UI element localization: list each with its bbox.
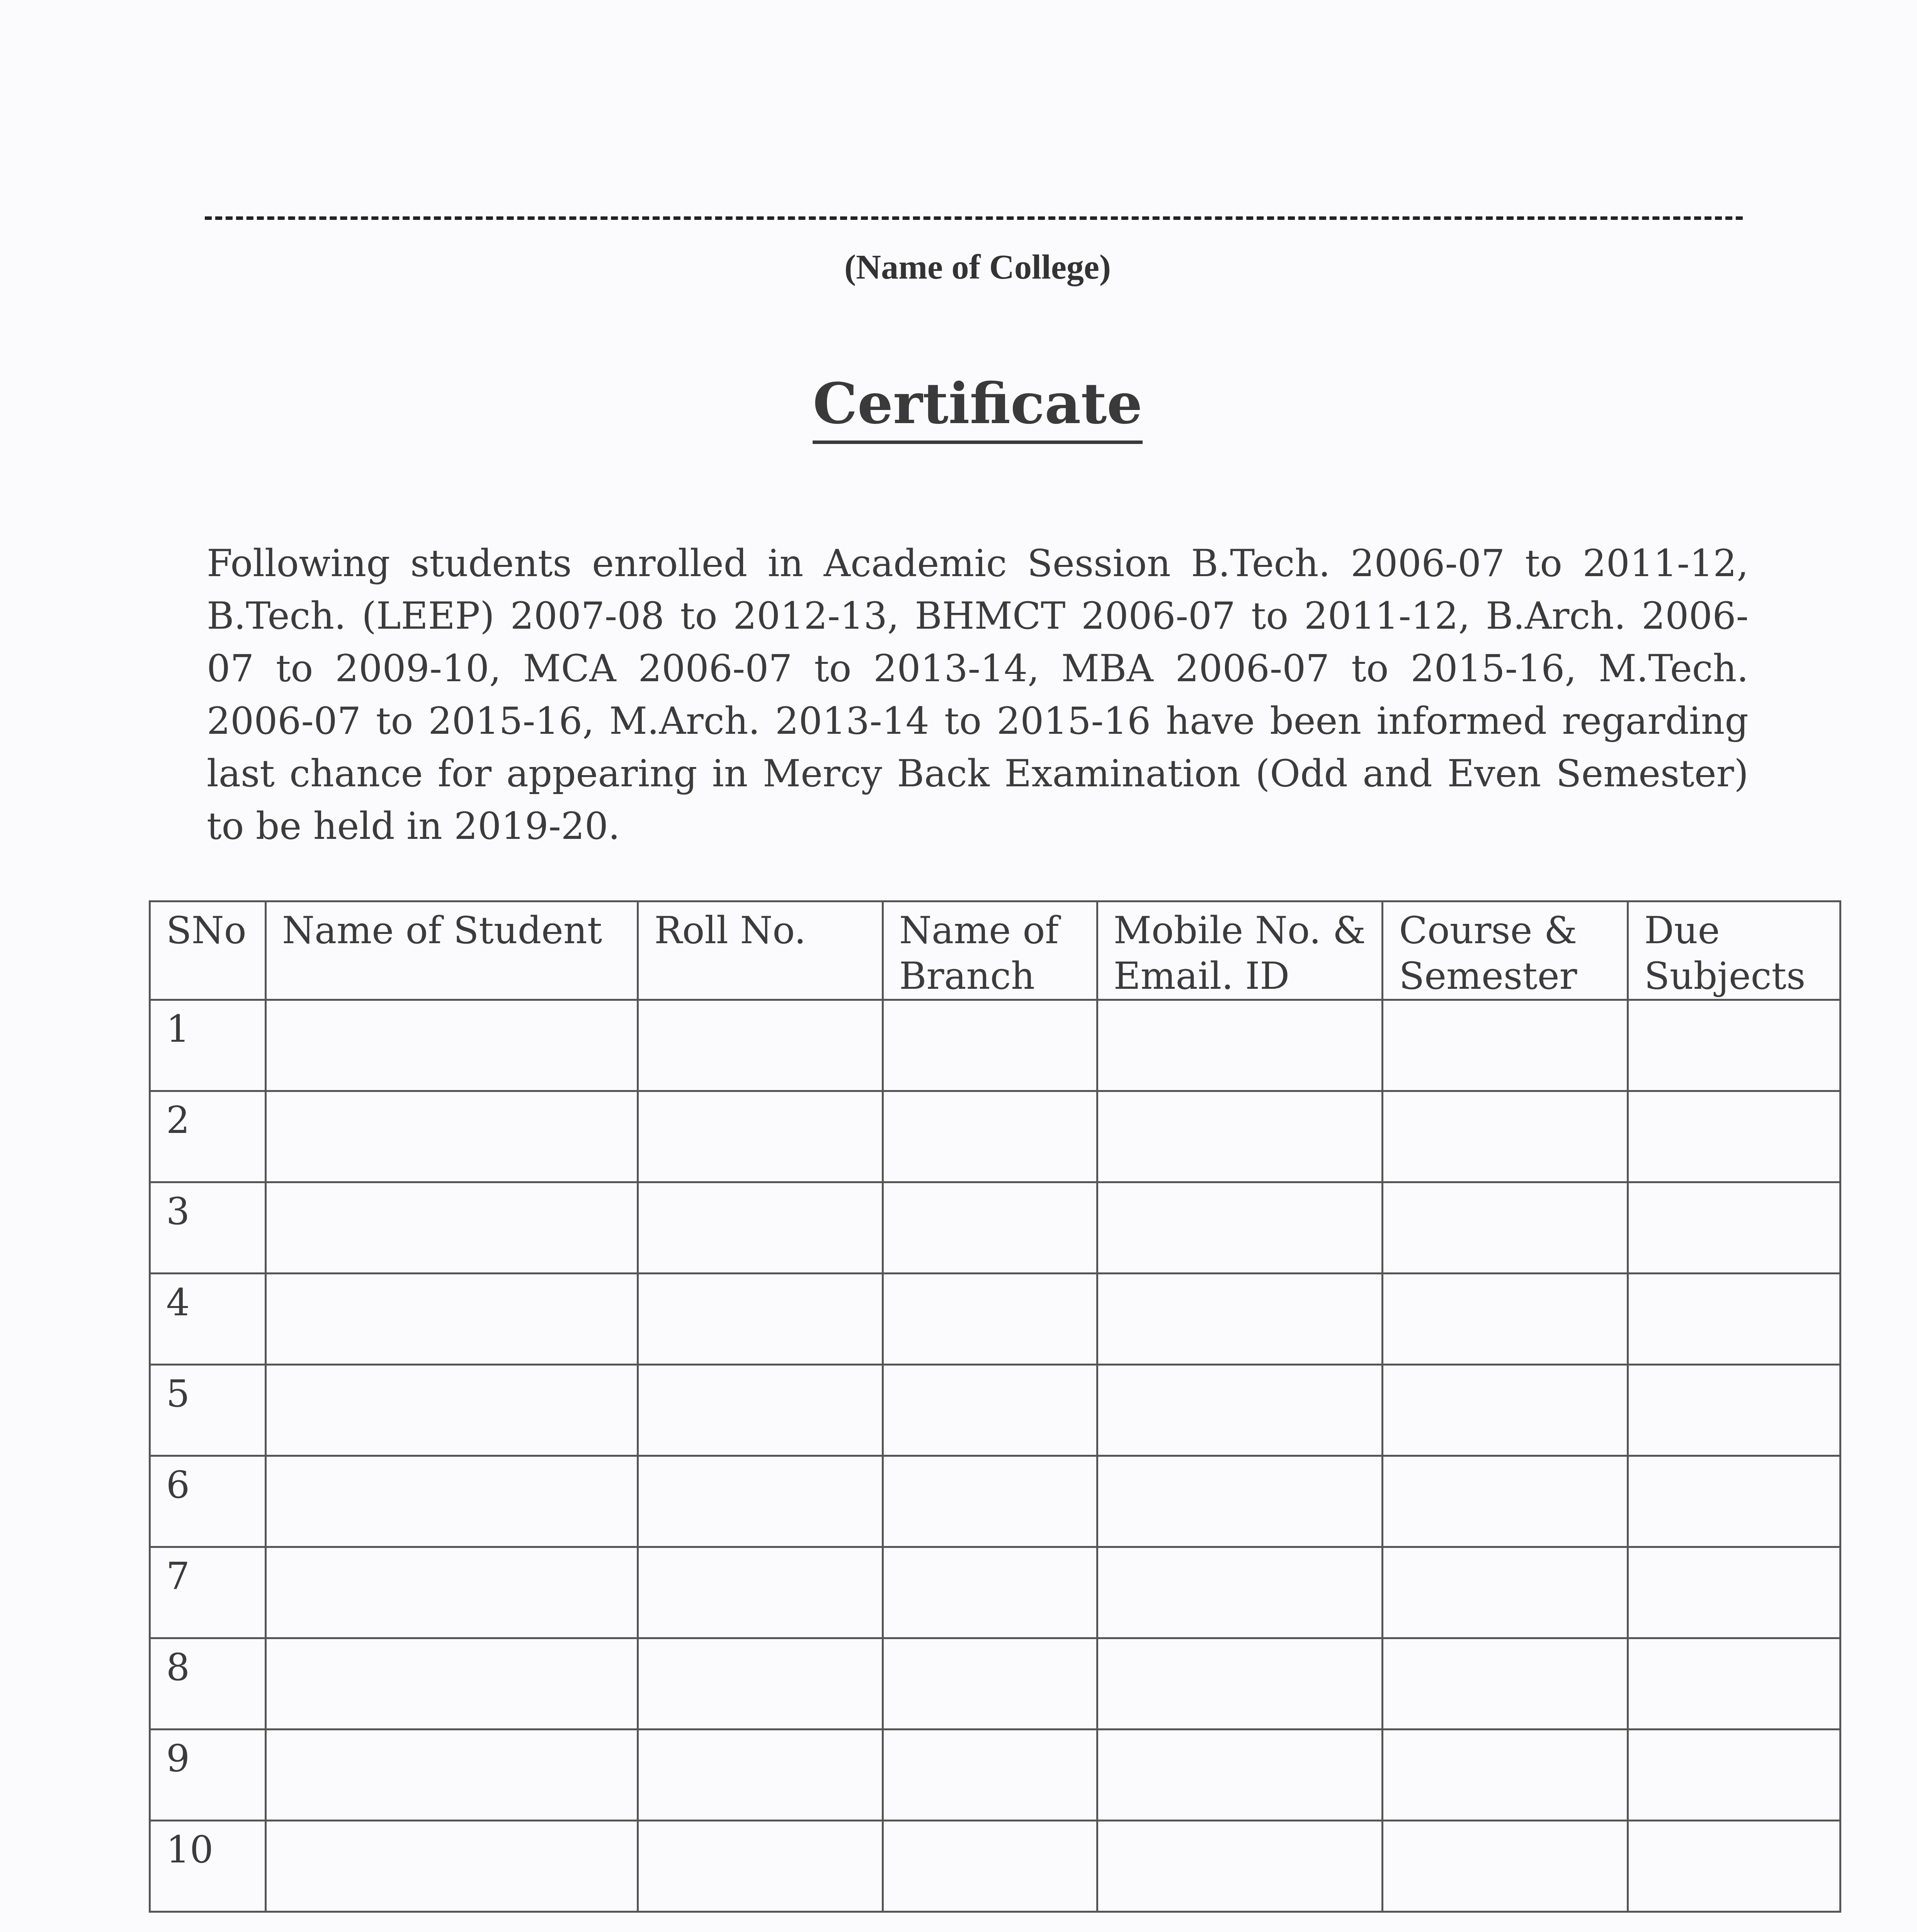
row-serial-number: 7 xyxy=(150,1547,266,1638)
course-semester-cell[interactable] xyxy=(1383,1182,1628,1274)
due-subjects-cell[interactable] xyxy=(1628,1182,1840,1274)
course-semester-cell[interactable] xyxy=(1383,1274,1628,1365)
mobile-email-cell[interactable] xyxy=(1097,1365,1383,1456)
college-name-caption: (Name of College) xyxy=(844,248,1111,286)
row-serial-number: 9 xyxy=(150,1730,266,1821)
table-row xyxy=(150,1365,1840,1456)
roll-no-cell[interactable] xyxy=(638,1274,883,1365)
course-semester-cell[interactable] xyxy=(1383,1547,1628,1638)
branch-cell[interactable] xyxy=(883,1274,1097,1365)
row-serial-number: 6 xyxy=(150,1456,266,1547)
student-name-cell[interactable] xyxy=(265,1274,638,1365)
roll-no-cell[interactable] xyxy=(638,1091,883,1182)
course-semester-cell[interactable] xyxy=(1383,1456,1628,1547)
row-serial-number: 2 xyxy=(150,1091,266,1182)
row-serial-number: 3 xyxy=(150,1182,266,1274)
branch-cell[interactable] xyxy=(883,1730,1097,1821)
due-subjects-cell[interactable] xyxy=(1628,1274,1840,1365)
table-row xyxy=(150,1456,1840,1547)
roll-no-cell[interactable] xyxy=(638,1547,883,1638)
branch-cell[interactable] xyxy=(883,1091,1097,1182)
college-name-fill-line xyxy=(205,216,1743,220)
branch-cell[interactable] xyxy=(883,1638,1097,1730)
student-name-cell[interactable] xyxy=(265,1000,638,1091)
student-name-cell[interactable] xyxy=(265,1547,638,1638)
intro-paragraph: Following students enrolled in Academic Session B.Tech. 2006-07 to 2011-12, B.Tech. (LEEP) 2007-08 to 2012-13, BHMCT 2006-07 to 2011-12, B.Arch. 2006-07 to 2009-10, MCA 2006-07 to 2013-14, MBA 2006-07 to 2015-16, M.Tech. 2006-07 to 2015-16, M.Arch. 2013-14 to 2015-16 have been informed regarding last chance for appearing in Mercy Back Examination (Odd and Even Semester) to be held in 2019-20. xyxy=(207,542,1749,848)
due-subjects-cell[interactable] xyxy=(1628,1000,1840,1091)
course-semester-cell[interactable] xyxy=(1383,1638,1628,1730)
mobile-email-cell[interactable] xyxy=(1097,1821,1383,1912)
roll-no-cell[interactable] xyxy=(638,1000,883,1091)
mobile-email-cell[interactable] xyxy=(1097,1000,1383,1091)
table-row xyxy=(150,1730,1840,1821)
due-subjects-cell[interactable] xyxy=(1628,1091,1840,1182)
column-header-student-name: Name of Student xyxy=(265,901,638,1000)
table-row xyxy=(150,1547,1840,1638)
branch-cell[interactable] xyxy=(883,1000,1097,1091)
mobile-email-cell[interactable] xyxy=(1097,1274,1383,1365)
mobile-email-cell[interactable] xyxy=(1097,1182,1383,1274)
mobile-email-cell[interactable] xyxy=(1097,1730,1383,1821)
due-subjects-cell[interactable] xyxy=(1628,1821,1840,1912)
branch-cell[interactable] xyxy=(883,1182,1097,1274)
column-header-branch: Name of Branch xyxy=(883,901,1097,1000)
mobile-email-cell[interactable] xyxy=(1097,1091,1383,1182)
row-serial-number: 10 xyxy=(150,1821,266,1912)
student-name-cell[interactable] xyxy=(265,1365,638,1456)
table-row xyxy=(150,1638,1840,1730)
roll-no-cell[interactable] xyxy=(638,1456,883,1547)
student-name-cell[interactable] xyxy=(265,1821,638,1912)
row-serial-number: 1 xyxy=(150,1000,266,1091)
table-row xyxy=(150,1274,1840,1365)
due-subjects-cell[interactable] xyxy=(1628,1456,1840,1547)
student-name-cell[interactable] xyxy=(265,1638,638,1730)
due-subjects-cell[interactable] xyxy=(1628,1365,1840,1456)
roll-no-cell[interactable] xyxy=(638,1638,883,1730)
branch-cell[interactable] xyxy=(883,1456,1097,1547)
roll-no-cell[interactable] xyxy=(638,1365,883,1456)
student-name-cell[interactable] xyxy=(265,1091,638,1182)
column-header-course-semester: Course & Semester xyxy=(1383,901,1628,1000)
row-serial-number: 8 xyxy=(150,1638,266,1730)
due-subjects-cell[interactable] xyxy=(1628,1547,1840,1638)
mobile-email-cell[interactable] xyxy=(1097,1456,1383,1547)
mobile-email-cell[interactable] xyxy=(1097,1547,1383,1638)
table-row xyxy=(150,1091,1840,1182)
course-semester-cell[interactable] xyxy=(1383,1365,1628,1456)
table-row xyxy=(150,1821,1840,1912)
due-subjects-cell[interactable] xyxy=(1628,1730,1840,1821)
mobile-email-cell[interactable] xyxy=(1097,1638,1383,1730)
roll-no-cell[interactable] xyxy=(638,1821,883,1912)
course-semester-cell[interactable] xyxy=(1383,1730,1628,1821)
student-table xyxy=(149,900,1841,1913)
student-name-cell[interactable] xyxy=(265,1182,638,1274)
row-serial-number: 4 xyxy=(150,1274,266,1365)
course-semester-cell[interactable] xyxy=(1383,1821,1628,1912)
row-serial-number: 5 xyxy=(150,1365,266,1456)
branch-cell[interactable] xyxy=(883,1547,1097,1638)
certificate-title xyxy=(0,371,1917,437)
certificate-title-text: Certificate xyxy=(813,371,1142,444)
course-semester-cell[interactable] xyxy=(1383,1000,1628,1091)
roll-no-cell[interactable] xyxy=(638,1182,883,1274)
student-name-cell[interactable] xyxy=(265,1456,638,1547)
column-header-roll-no: Roll No. xyxy=(638,901,883,1000)
column-header-sno: SNo xyxy=(150,901,266,1000)
student-name-cell[interactable] xyxy=(265,1730,638,1821)
table-header-row xyxy=(150,901,1840,1000)
column-header-mobile-email: Mobile No. & Email. ID xyxy=(1097,901,1383,1000)
roll-no-cell[interactable] xyxy=(638,1730,883,1821)
due-subjects-cell[interactable] xyxy=(1628,1638,1840,1730)
branch-cell[interactable] xyxy=(883,1821,1097,1912)
branch-cell[interactable] xyxy=(883,1365,1097,1456)
column-header-due-subjects: Due Subjects xyxy=(1628,901,1840,1000)
table-row xyxy=(150,1182,1840,1274)
table-row xyxy=(150,1000,1840,1091)
course-semester-cell[interactable] xyxy=(1383,1091,1628,1182)
